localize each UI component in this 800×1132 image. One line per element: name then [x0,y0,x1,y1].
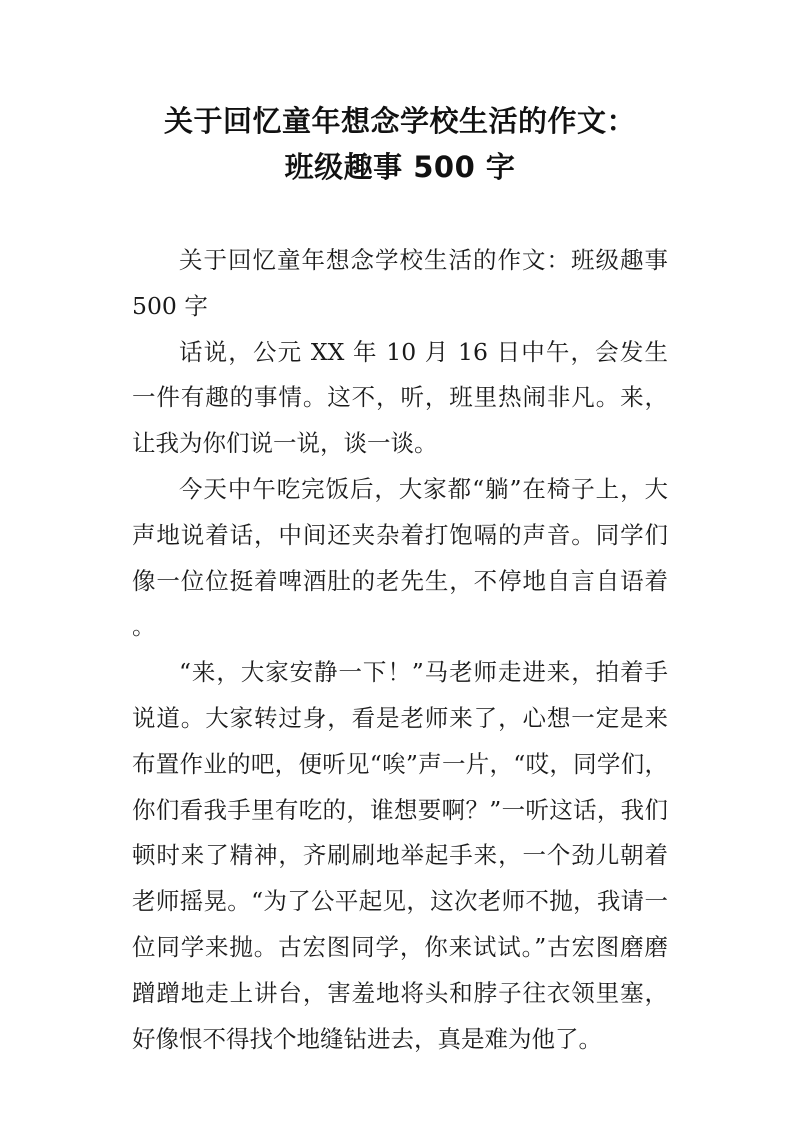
paragraph-4: “来，大家安静一下！”马老师走进来，拍着手说道。大家转过身，看是老师来了，心想一定是来布置作业的吧，便听见“唉”声一片，“哎，同学们，你们看我手里有吃的，谁想要啊？”一听这话，我们顿时来了精神，齐刷刷地举起手来，一个劲儿朝着老师摇晃。“为了公平起见，这次老师不抛，我请一位同学来抛。古宏图同学，你来试试。”古宏图磨磨蹭蹭地走上讲台，害羞地将头和脖子往衣领里塞，好像恨不得找个地缝钻进去，真是难为他了。 [132,658,668,1053]
paragraph-2: 话说，公元 XX 年 10 月 16 日中午，会发生一件有趣的事情。这不，听，班里热闹非凡。来，让我为你们说一说，谈一谈。 [132,337,668,458]
paragraph-1: 关于回忆童年想念学校生活的作文：班级趣事 500 字 [132,246,668,320]
document-body [132,238,668,1062]
title-line-1: 关于回忆童年想念学校生活的作文： [163,104,636,138]
title-line-2: 班级趣事 500 字 [284,150,516,184]
document-title [100,98,700,190]
paragraph-3: 今天中午吃完饭后，大家都“躺”在椅子上，大声地说着话，中间还夹杂着打饱嗝的声音。同学们像一位位挺着啤酒肚的老先生，不停地自言自语着。 [132,474,668,641]
